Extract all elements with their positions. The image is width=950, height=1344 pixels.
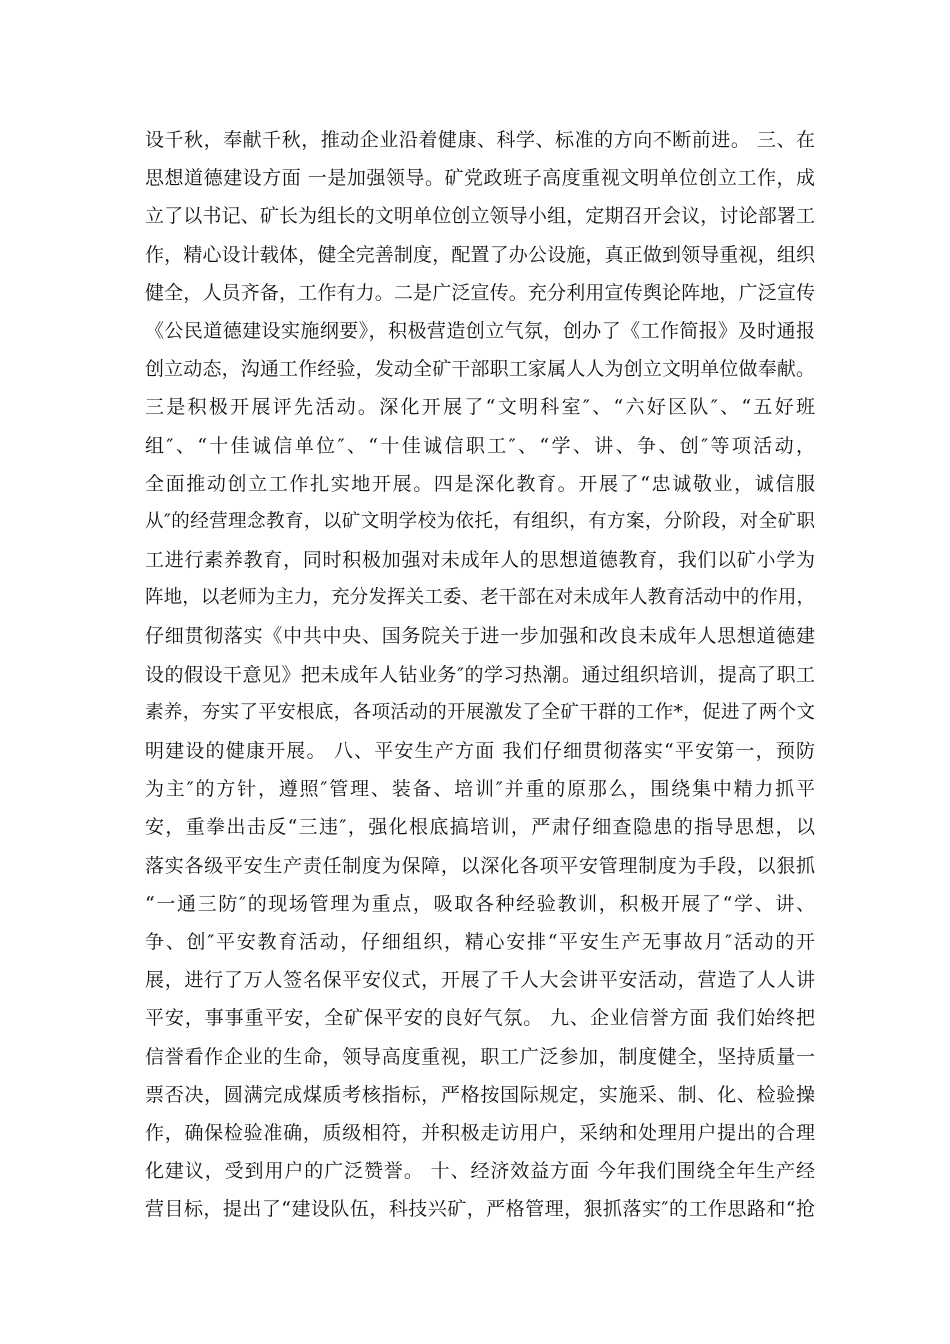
text-line-18: 为主″的方针，遵照″管理、装备、培训″并重的原那么，围绕集中精力抓平	[145, 778, 815, 801]
text-line-11: 从″的经营理念教育，以矿文明学校为依托，有组织，有方案，分阶段，对全矿职	[145, 510, 815, 532]
text-line-13: 阵地，以老师为主力，充分发挥关工委、老干部在对未成年人教育活动中的作用，	[145, 587, 815, 609]
text-line-2: 思想道德建设方面 一是加强领导。矿党政班子高度重视文明单位创立工作，成	[145, 167, 815, 190]
text-line-17: 明建设的健康开展。 八、平安生产方面 我们仔细贯彻落实“平安第一，预防	[145, 740, 815, 762]
text-line-6: 《公民道德建设实施纲要》，积极营造创立气氛，创办了《工作简报》及时通报	[145, 319, 815, 342]
text-line-27: 作，确保检验准确，质级相符，并积极走访用户，采纳和处理用户提出的合理	[145, 1121, 815, 1144]
text-line-28: 化建议，受到用户的广泛赞誉。 十、经济效益方面 今年我们围绕全年生产经	[145, 1160, 815, 1183]
text-line-29: 营目标，提出了“建设队伍，科技兴矿，严格管理，狠抓落实″的工作思路和“抢	[145, 1198, 815, 1221]
text-line-15: 设的假设干意见》把未成年人钻业务″的学习热潮。通过组织培训，提高了职工	[145, 663, 815, 686]
text-line-26: 票否决，圆满完成煤质考核指标，严格按国际规定，实施采、制、化、检验操	[145, 1083, 815, 1106]
text-line-19: 安，重拳出击反“三违″，强化根底搞培训，严肃仔细查隐患的指导思想，以	[145, 816, 815, 839]
text-line-7: 创立动态，沟通工作经验，发动全矿干部职工家属人人为创立文明单位做奉献。	[145, 358, 815, 381]
text-line-10: 全面推动创立工作扎实地开展。四是深化教育。开展了“忠诚敬业，诚信服	[145, 472, 815, 495]
text-line-4: 作，精心设计载体，健全完善制度，配置了办公设施，真正做到领导重视，组织	[145, 243, 815, 266]
text-line-24: 平安，事事重平安，全矿保平安的良好气氛。 九、企业信誉方面 我们始终把	[145, 1007, 815, 1030]
text-line-5: 健全，人员齐备，工作有力。二是广泛宣传。充分利用宣传舆论阵地，广泛宣传	[145, 281, 815, 304]
text-line-9: 组″、“十佳诚信单位″、“十佳诚信职工″、“学、讲、争、创″等项活动，	[145, 434, 815, 457]
text-line-14: 仔细贯彻落实《中共中央、国务院关于进一步加强和改良未成年人思想道德建	[145, 625, 815, 648]
text-line-16: 素养，夯实了平安根底，各项活动的开展激发了全矿干群的工作*，促进了两个文	[145, 701, 815, 723]
text-line-25: 信誉看作企业的生命，领导高度重视，职工广泛参加，制度健全，坚持质量一	[145, 1045, 815, 1068]
text-line-21: “一通三防″的现场管理为重点，吸取各种经验教训，积极开展了“学、讲、	[145, 892, 815, 915]
text-line-1: 设千秋，奉献千秋，推动企业沿着健康、科学、标准的方向不断前进。 三、在	[145, 129, 815, 151]
text-line-23: 展，进行了万人签名保平安仪式，开展了千人大会讲平安活动，营造了人人讲	[145, 969, 815, 992]
text-line-12: 工进行素养教育，同时积极加强对未成年人的思想道德教育，我们以矿小学为	[145, 549, 815, 572]
text-line-20: 落实各级平安生产责任制度为保障，以深化各项平安管理制度为手段，以狠抓	[145, 854, 815, 877]
text-line-8: 三是积极开展评先活动。深化开展了“文明科室″、“六好区队″、“五好班	[145, 396, 815, 419]
body-text	[145, 121, 815, 1228]
text-line-22: 争、创″平安教育活动，仔细组织，精心安排“平安生产无事故月″活动的开	[145, 930, 815, 953]
text-line-3: 立了以书记、矿长为组长的文明单位创立领导小组，定期召开会议，讨论部署工	[145, 205, 815, 228]
